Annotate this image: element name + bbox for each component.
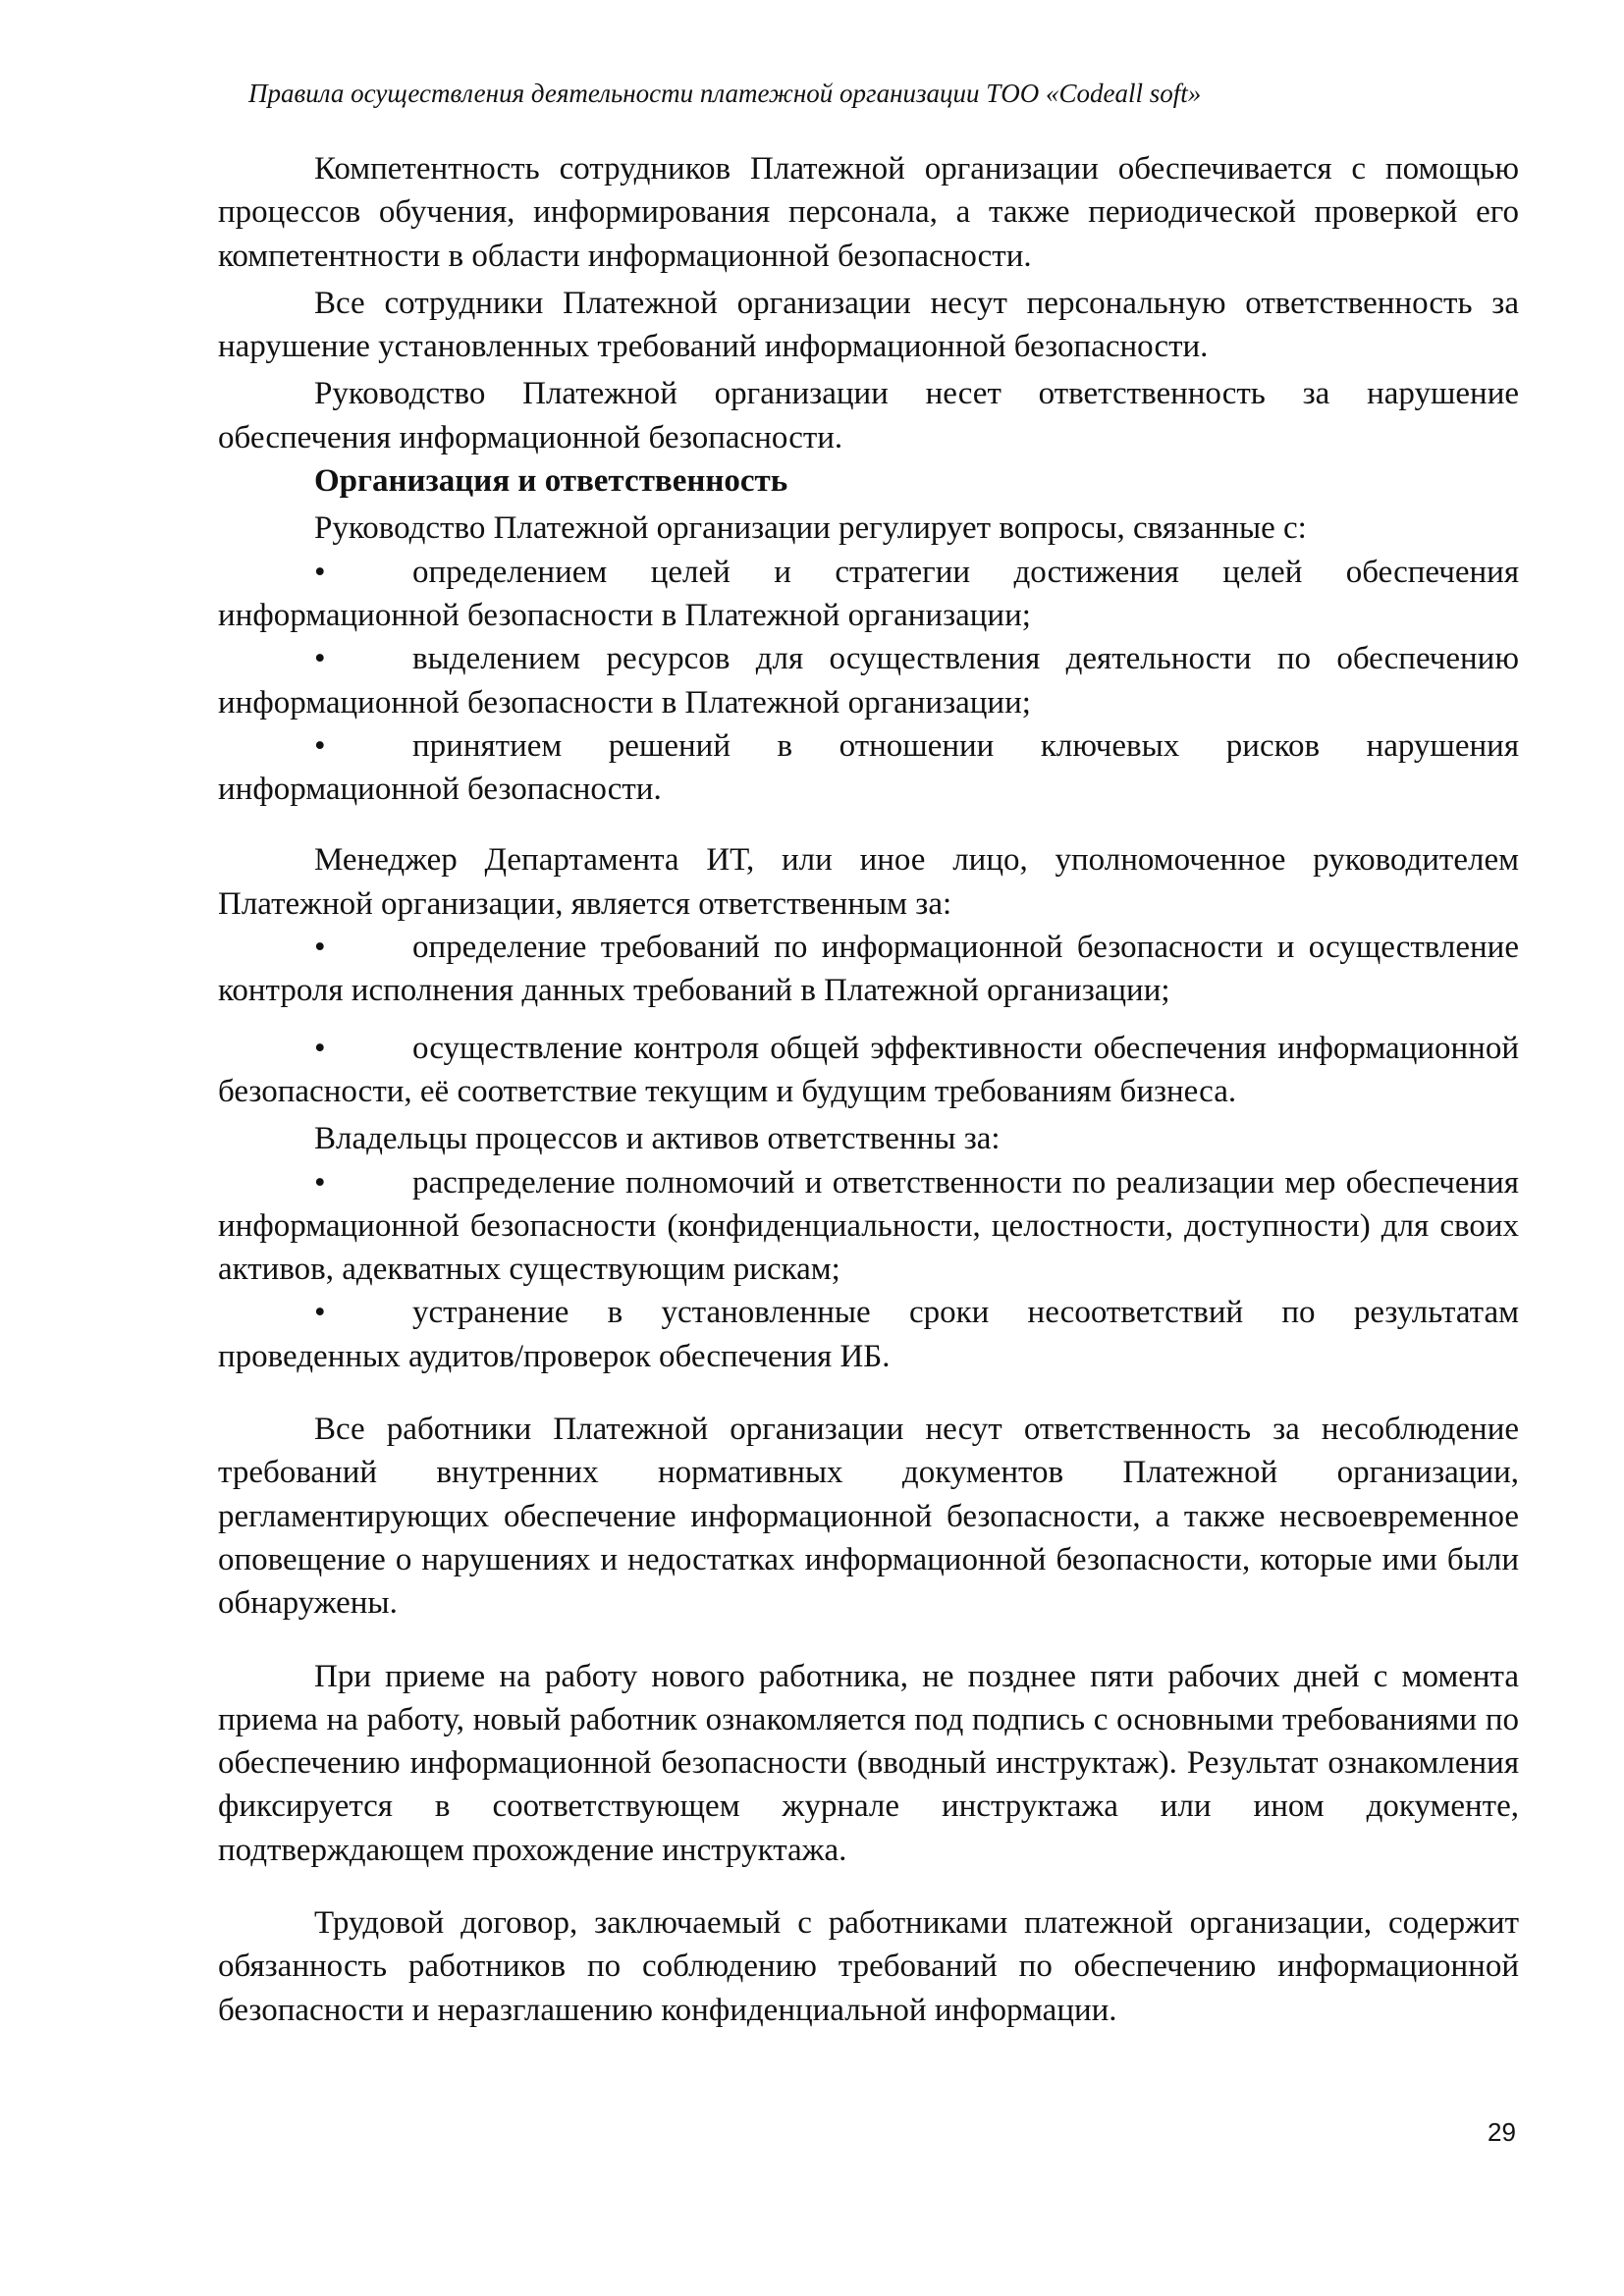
paragraph-asset-owners: Владельцы процессов и активов ответственны за: — [314, 1121, 1001, 1157]
list-item — [218, 1027, 1519, 1114]
paragraph-new-employee: При приеме на работу нового работника, не позднее пяти рабочих дней с момента приема на работу, новый работник ознакомляется под подпись с основными требованиями по обеспечению информационной безопасности (вводный инструктаж). Результат ознакомления фиксируется в соответствующем журнале инструктажа или ином документе, подтверждающем прохождение инструктажа. — [218, 1658, 1519, 1868]
paragraph-all-employees: Все работники Платежной организации несут ответственность за несоблюдение требований внутренних нормативных документов Платежной организации, регламентирующих обеспечение информационной безопасности, а также несвоевременное оповещение о нарушениях и недостатках информационной безопасности, которые ими были обнаружены. — [218, 1412, 1519, 1622]
paragraph-management-regulates: Руководство Платежной организации регулирует вопросы, связанные с: — [314, 510, 1307, 547]
bullet-icon: • — [314, 1295, 326, 1331]
list-item — [218, 551, 1519, 638]
list-item-text: определением целей и стратегии достижения целей обеспечения информационной безопасности в Платежной организации; — [218, 554, 1519, 633]
paragraph-it-manager: Менеджер Департамента ИТ, или иное лицо, уполномоченное руководителем Платежной организации, является ответственным за: — [218, 842, 1519, 922]
list-item — [218, 926, 1519, 1013]
bullet-icon: • — [314, 1030, 326, 1066]
bullet-icon: • — [314, 1164, 326, 1201]
bullet-icon: • — [314, 930, 326, 966]
paragraph-employment-contract: Трудовой договор, заключаемый с работниками платежной организации, содержит обязанность работников по соблюдению требований по обеспечению информационной безопасности и неразглашению конфиденциальной информации. — [218, 1904, 1519, 2028]
list-item — [218, 724, 1519, 812]
section-heading: Организация и ответственность — [314, 463, 788, 500]
list-item — [218, 1161, 1519, 1292]
document-body — [218, 147, 1519, 2032]
page-number: 29 — [1488, 2117, 1516, 2147]
list-item-text: устранение в установленные сроки несоответствий по результатам проведенных аудитов/проверок обеспечения ИБ. — [218, 1295, 1519, 1374]
bullet-icon: • — [314, 727, 326, 764]
list-item — [218, 1291, 1519, 1378]
paragraph-management-responsibility: Руководство Платежной организации несет ответственность за нарушение обеспечения информационной безопасности. — [218, 376, 1519, 455]
list-item-text: распределение полномочий и ответственности по реализации мер обеспечения информационной безопасности (конфиденциальности, целостности, доступности) для своих активов, адекватных существующим рискам; — [218, 1164, 1519, 1288]
bullet-icon: • — [314, 641, 326, 677]
running-header: Правила осуществления деятельности платежной организации ТОО «Codeall soft» — [248, 79, 1202, 108]
list-item-text: принятием решений в отношении ключевых рисков нарушения информационной безопасности. — [218, 727, 1519, 808]
list-item — [218, 637, 1519, 724]
list-item-text: определение требований по информационной безопасности и осуществление контроля исполнения данных требований в Платежной организации; — [218, 930, 1519, 1009]
bullet-icon: • — [314, 554, 326, 590]
paragraph-personal-responsibility: Все сотрудники Платежной организации несут персональную ответственность за нарушение установленных требований информационной безопасности. — [218, 285, 1519, 365]
list-item-text: осуществление контроля общей эффективности обеспечения информационной безопасности, её соответствие текущим и будущим требованиям бизнеса. — [218, 1030, 1519, 1109]
list-item-text: выделением ресурсов для осуществления деятельности по обеспечению информационной безопасности в Платежной организации; — [218, 641, 1519, 721]
paragraph-competence: Компетентность сотрудников Платежной организации обеспечивается с помощью процессов обучения, информирования персонала, а также периодической проверкой его компетентности в области информационной безопасности. — [218, 151, 1519, 274]
